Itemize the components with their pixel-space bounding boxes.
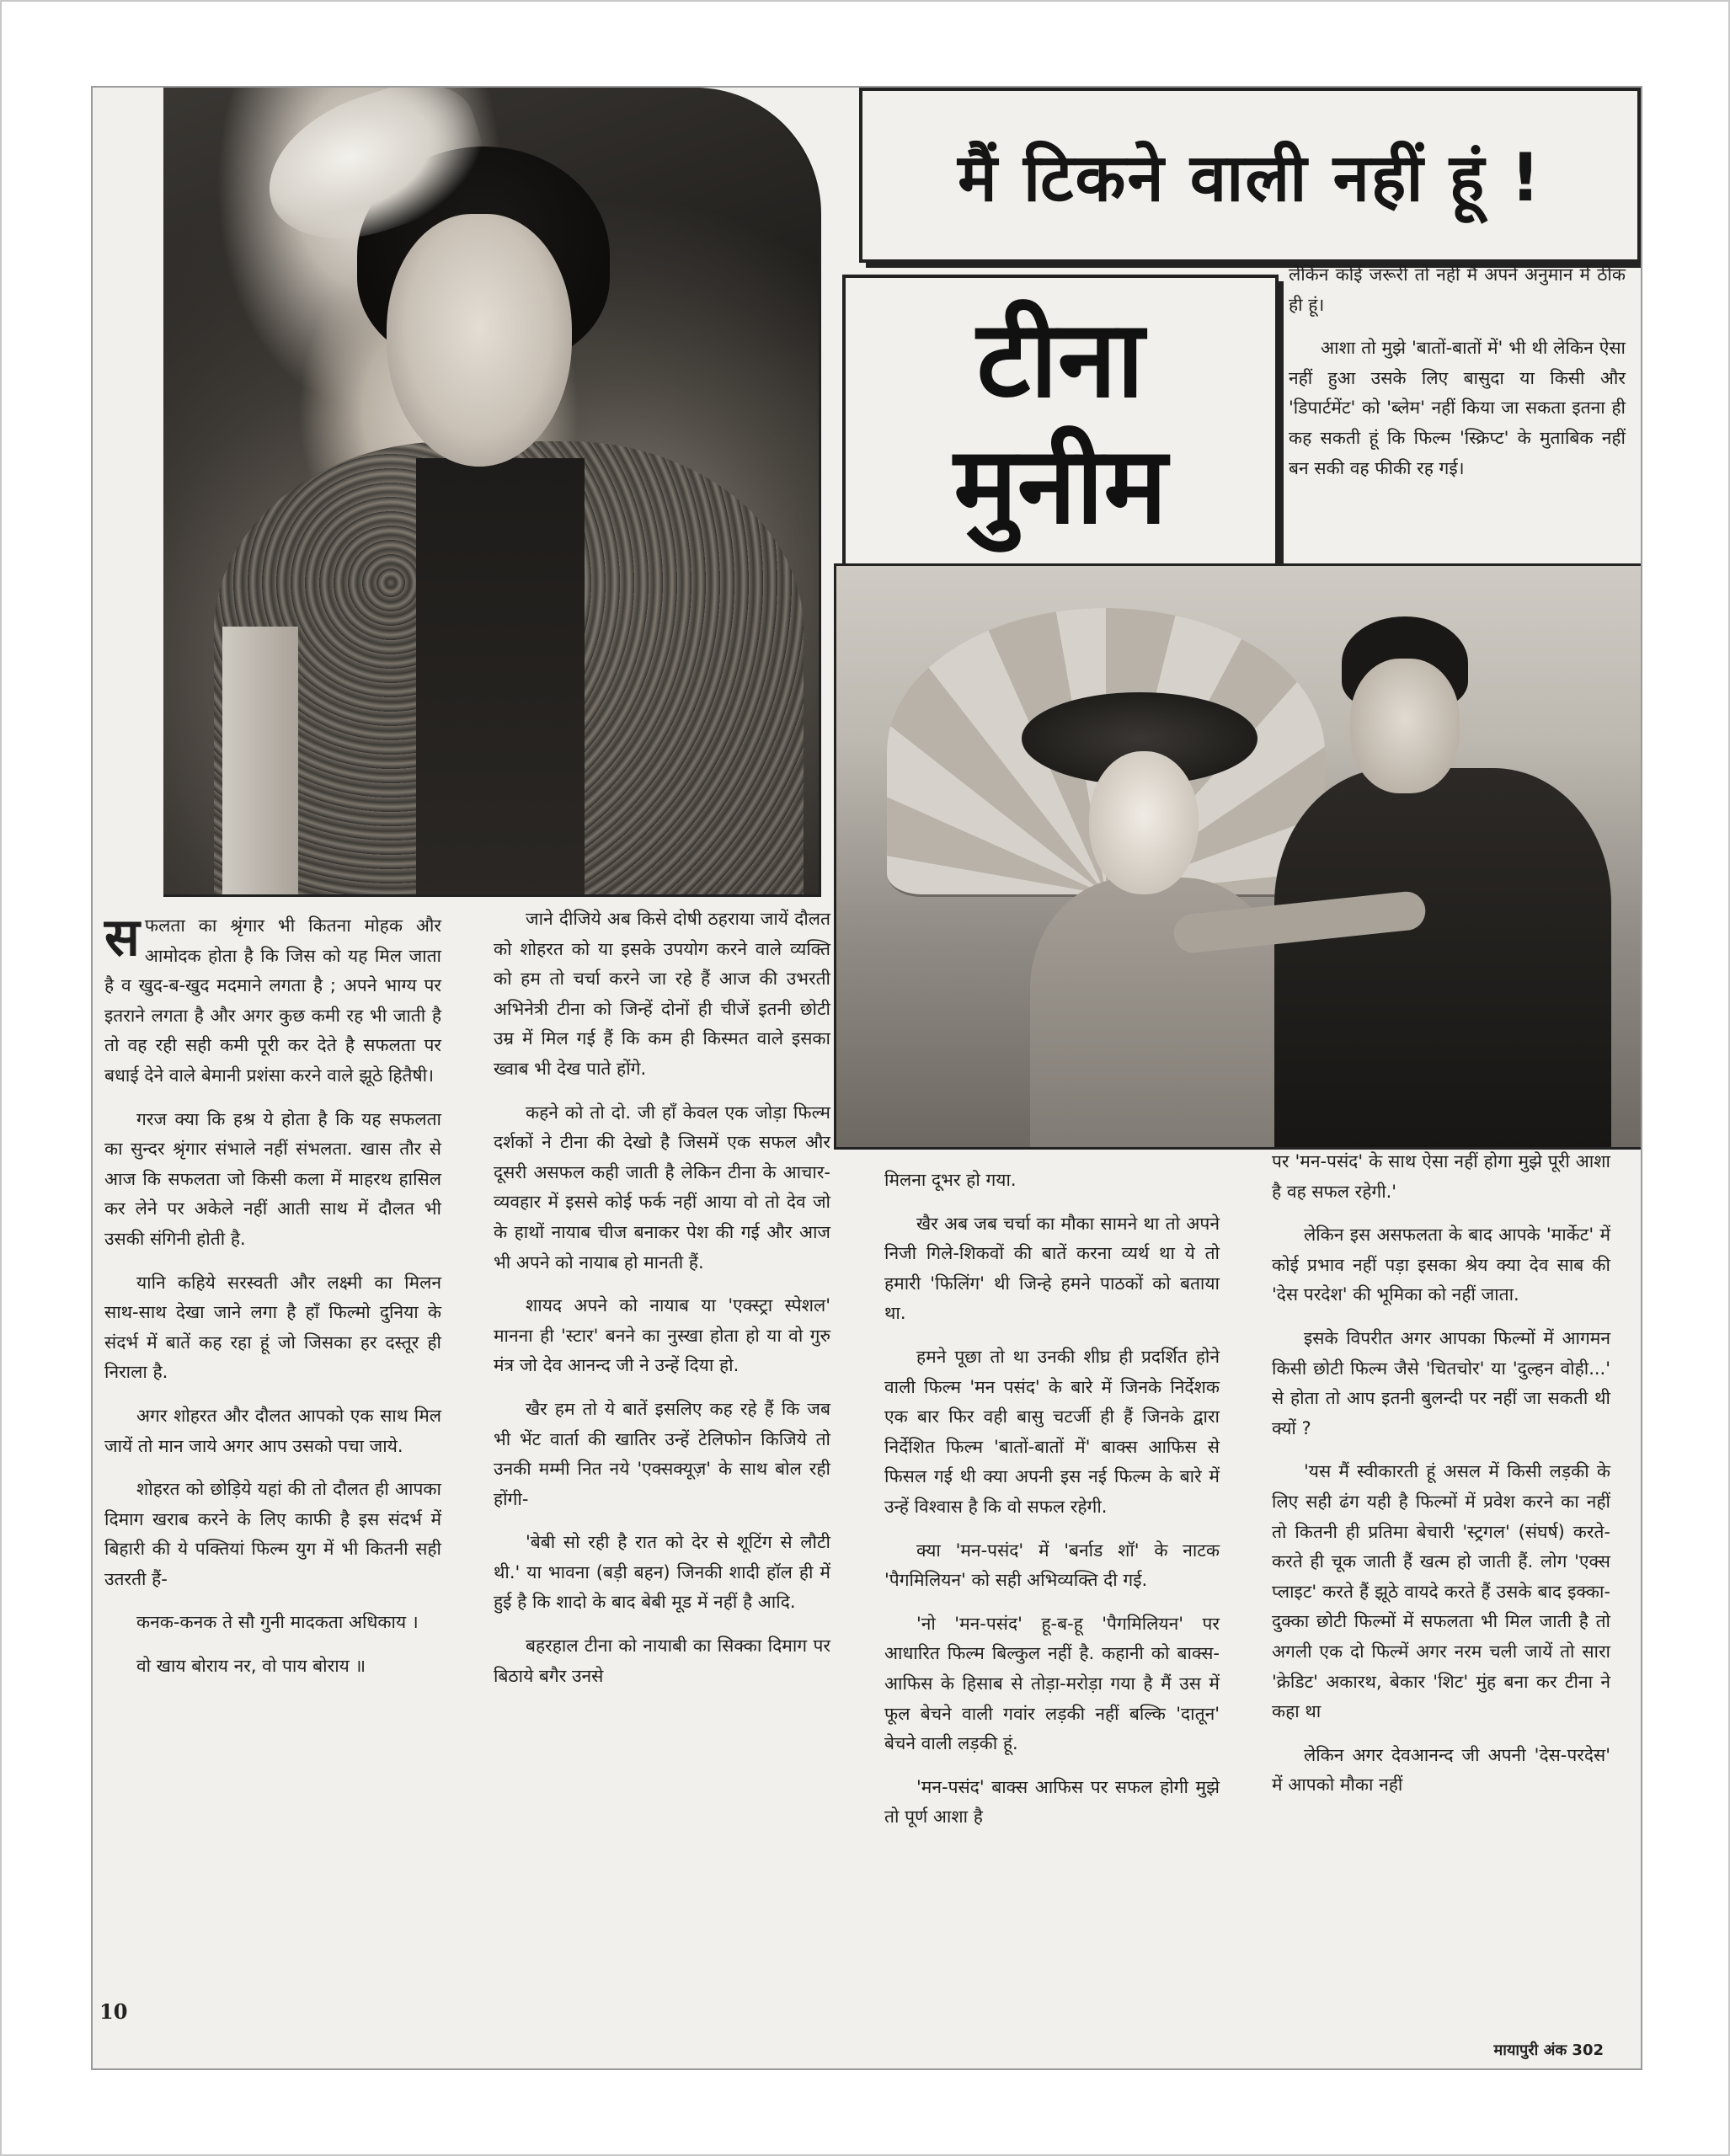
paragraph: अगर शोहरत और दौलत आपको एक साथ मिल जायें तो मान जाये अगर आप उसको पचा जाये. xyxy=(104,1405,441,1456)
paragraph: शायद अपने को नायाब या 'एक्स्ट्रा स्पेशल' मानना ही 'स्टार' बनने का नुस्खा होता हो या वो गुरु मंत्र जो देव आनन्द जी ने उन्हें दिया हो. xyxy=(494,1295,830,1376)
paragraph xyxy=(104,906,441,1091)
paragraph-text: फलता का श्रृंगार भी कितना मोहक और आमोदक होता है कि जिस को यह मिल जाता है व खुद-ब-खुद मदमाने लगता है ; अपने भाग्य पर इतराने लगता है और अगर कुछ कमी रह भी जाती है तो वह रही सही कमी पूरी कर देते है सफलता पर बधाई देने वाले बेमानी प्रशंसा करने वाले झूठे हितैषी। xyxy=(104,915,441,1086)
photo-face xyxy=(387,214,572,467)
paragraph: कहने को तो दो. जी हाँ केवल एक जोड़ा फिल्म दर्शकों ने टीना की देखो है जिसमें एक सफल और दूसरी असफल कही जाती है लेकिन टीना के आचार-व्यवहार में इससे कोई फर्क नहीं आया वो तो देव जो के हाथों नायाब चीज बनाकर पेश की गई और आज भी अपने को नायाब हो मानती हैं. xyxy=(494,1102,830,1273)
paragraph: शोहरत को छोड़िये यहां की तो दौलत ही आपका दिमाग खराब करने के लिए काफी है इस संदर्भ में बिहारी की ये पक्तियां फिल्म युग में भी कितनी सही उतरती हैं- xyxy=(104,1479,441,1589)
name-line-1: टीना xyxy=(976,297,1145,421)
headline-box xyxy=(859,88,1641,263)
photo-shirt xyxy=(416,458,585,896)
paragraph: यानि कहिये सरस्वती और लक्ष्मी का मिलन साथ-साथ देखा जाने लगा है हाँ फिल्मो दुनिया के संदर्भ में बातें कह रहा हूं जो जिसका हर दस्तूर ही निराला है. xyxy=(104,1272,441,1383)
paragraph: 'मन-पसंद' बाक्स आफिस पर सफल होगी मुझे तो पूर्ण आशा है xyxy=(884,1776,1220,1828)
paragraph: 'यस मैं स्वीकारती हूं असल में किसी लड़की के लिए सही ढंग यही है फिल्मों में प्रवेश करने का नहीं तो कितनी ही प्रतिमा बेचारी 'स्ट्रगल' (संघर्ष) करते-करते ही चूक जाती हैं खत्म हो जाती हैं. लोग 'एक्स प्लाइट' करते हैं झूठे वायदे करते हैं उसके बाद इक्का-दुक्का छोटी फिल्मों में सफलता भी मिल जाती है तो अगली एक दो फिल्में अगर नरम चली जायें तो सारा 'क्रेडिट' अकारथ, बेकार 'शिट' मुंह बना कर टीना ने कहा था xyxy=(1272,1461,1610,1722)
paragraph: 'बेबी सो रही है रात को देर से शूटिंग से लौटी थी.' या भावना (बड़ी बहन) जिनकी शादी हॉल ही में हुई है कि शादो के बाद बेबी मूड में नहीं है आदि. xyxy=(494,1532,830,1613)
portrait-photo xyxy=(163,88,821,897)
photo-man-face xyxy=(1350,659,1460,793)
paragraph: लेकिन कोई जरूरी तो नहीं मैं अपने अनुमान में ठीक ही हूं। xyxy=(1289,264,1626,315)
paragraph: बहरहाल टीना को नायाबी का सिक्का दिमाग पर बिठाये बगैर उनसे xyxy=(494,1636,830,1686)
photo-man-coat xyxy=(1274,768,1611,1150)
name-box xyxy=(842,275,1279,571)
paragraph: कनक-कनक ते सौ गुनी मादकता अधिकाय । xyxy=(136,1612,419,1633)
headline: मैं टिकने वाली नहीं हूं ! xyxy=(958,141,1542,216)
text-column-1 xyxy=(104,906,441,1695)
photo-chair xyxy=(222,627,298,896)
drop-cap: स xyxy=(104,906,140,968)
paragraph: 'नो 'मन-पसंद' हू-ब-हू 'पैगमिलियन' पर आधारित फिल्म बिल्कुल नहीं है. कहानी को बाक्स-आफिस के हिसाब से तोड़ा-मरोड़ा गया है मैं उस में फूल बेचने वाली गवांर लड़की नहीं बल्कि 'दातून' बेचने वाली लड़की हूं. xyxy=(884,1613,1220,1754)
text-column-4 xyxy=(1272,1147,1610,1814)
paragraph: खैर हम तो ये बातें इसलिए कह रहे हैं कि जब भी भेंट वार्ता की खातिर उन्हें टेलिफोन किजिये तो उनकी मम्मी नित नये 'एक्सक्यूज़' के साथ बोल रही होंगी- xyxy=(494,1398,830,1509)
text-column-3 xyxy=(884,1166,1220,1846)
issue-footer: मायापुरी अंक 302 xyxy=(1493,2041,1604,2059)
paragraph: लेकिन अगर देवआनन्द जी अपनी 'देस-परदेस' में आपको मौका नहीं xyxy=(1272,1744,1610,1796)
paragraph: लेकिन इस असफलता के बाद आपके 'मार्केट' में कोई प्रभाव नहीं पड़ा इसका श्रेय क्या देव साब की 'देस परदेश' की भूमिका को नहीं जाता. xyxy=(1272,1225,1610,1305)
paragraph: हमने पूछा तो था उनकी शीघ्र ही प्रदर्शित होने वाली फिल्म 'मन पसंद' के बारे में जिनके निर्देशक एक बार फिर वही बासु चटर्जी ही हैं जिनके द्वारा निर्देशित फिल्म 'बातों-बातों में' बाक्स आफिस से फिसल गई थी क्या अपनी इस नई फिल्म के बारे में उन्हें विश्वास है कि वो सफल रहेगी. xyxy=(884,1346,1220,1517)
paragraph: वो खाय बोराय नर, वो पाय बोराय ॥ xyxy=(136,1656,366,1677)
paragraph: गरज क्या कि हश्र ये होता है कि यह सफलता का सुन्दर श्रृंगार संभाले नहीं संभलता. खास तौर से आज कि सफलता जो किसी कला में माहरथ हासिल कर लेने पर अकेले नहीं आती साथ में दौलत भी उसकी संगिनी होती है. xyxy=(104,1108,441,1249)
paragraph: क्या 'मन-पसंद' में 'बर्नाड शॉ' के नाटक 'पैगमिलियन' को सही अभिव्यक्ति दी गई. xyxy=(884,1540,1220,1591)
paragraph: पर 'मन-पसंद' के साथ ऐसा नहीं होगा मुझे पूरी आशा है वह सफल रहेगी.' xyxy=(1272,1151,1610,1202)
paragraph: जाने दीजिये अब किसे दोषी ठहराया जायें दौलत को शोहरत को या इसके उपयोग करने वाले व्यक्ति को हम तो चर्चा करने जा रहे हैं आज की उभरती अभिनेत्री टीना को जिन्हें दोनों ही चीजें इतनी छोटी उम्र में मिल गई हैं कि कम ही किस्मत वाले इसका ख्वाब भी देख पाते होंगे. xyxy=(494,909,830,1079)
right-top-text xyxy=(1289,260,1626,497)
paragraph: इसके विपरीत अगर आपका फिल्मों में आगमन किसी छोटी फिल्म जैसे 'चितचोर' या 'दुल्हन वोही...' से होता तो आप इतनी बुलन्दी पर नहीं जा सकती थी क्यों ? xyxy=(1272,1327,1610,1438)
paragraph: आशा तो मुझे 'बातों-बातों में' भी थी लेकिन ऐसा नहीं हुआ उसके लिए बासुदा या किसी और 'डिपार्टमेंट' को 'ब्लेम' नहीं किया जा सकता इतना ही कह सकती हूं कि फिल्म 'स्क्रिप्ट' के मुताबिक नहीं बन सकी वह फीकी रह गई। xyxy=(1289,338,1626,478)
paragraph: मिलना दूभर हो गया. xyxy=(884,1170,1017,1190)
paragraph: खैर अब जब चर्चा का मौका सामने था तो अपने निजी गिले-शिकवों की बातें करना व्यर्थ था ये तो हमारी 'फिलिंग' थी जिन्हे हमने पाठकों को बताया था. xyxy=(884,1213,1220,1324)
magazine-page xyxy=(91,86,1642,2070)
umbrella-photo xyxy=(834,563,1642,1150)
photo-woman-face xyxy=(1089,751,1199,894)
name-line-2: मुनीम xyxy=(953,424,1167,547)
text-column-2 xyxy=(494,905,830,1705)
page-number: 10 xyxy=(99,1999,128,2024)
